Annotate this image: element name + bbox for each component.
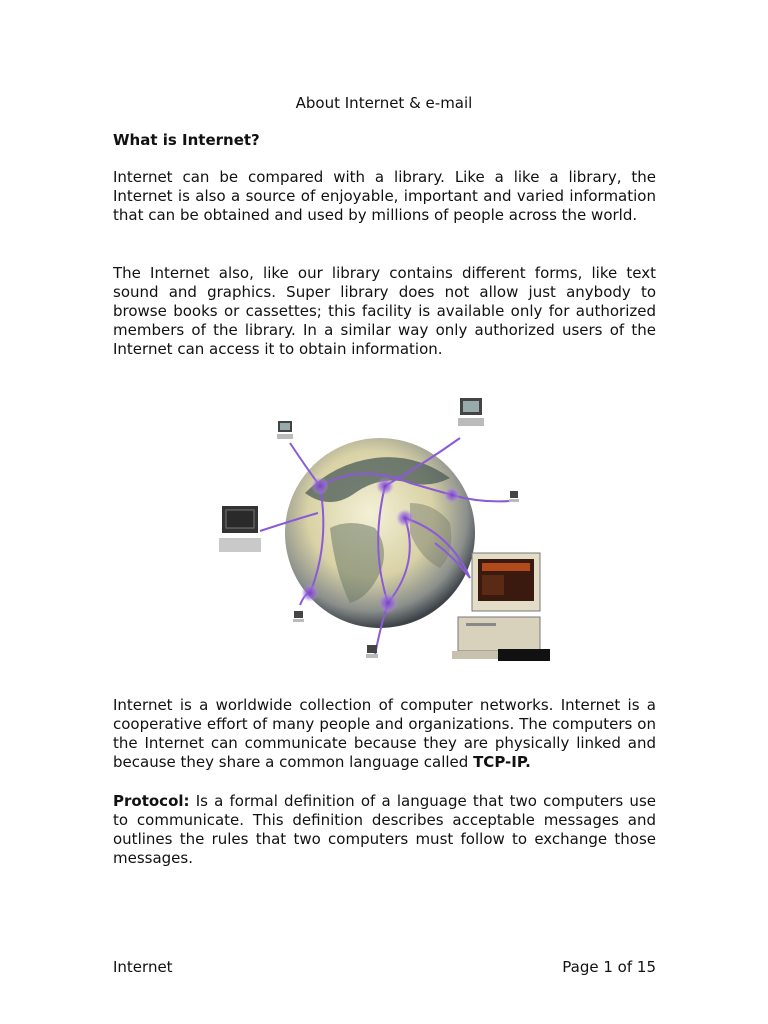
tcp-ip-term: TCP-IP. — [473, 753, 531, 771]
page-number: Page 1 of 15 — [562, 958, 656, 976]
computer-icon — [293, 611, 304, 622]
computer-icon — [366, 645, 378, 658]
computer-icon — [277, 421, 293, 439]
computer-icon — [219, 506, 261, 552]
protocol-label: Protocol: — [113, 792, 190, 810]
computer-icon — [509, 491, 519, 502]
document-title: About Internet & e-mail — [295, 94, 473, 112]
paragraph-protocol-definition — [113, 792, 656, 868]
footer-left-text: Internet — [113, 958, 173, 976]
computer-icon — [458, 398, 484, 426]
paragraph-authorized-access: The Internet also, like our library contains different forms, like text sound and graphics. Super library does not allow just anybody to browse books or cassettes; this facility is available only for authorized members of the library. In a similar way only authorized users of the Internet can access it to obtain information. — [113, 264, 656, 358]
protocol-text: Is a formal definition of a language that two computers use to communicate. This definition describes acceptable messages and outlines the rules that two computers must follow to exchange those messages. — [113, 792, 656, 867]
page-footer — [113, 958, 656, 976]
paragraph-internet-text: Internet is a worldwide collection of computer networks. Internet is a cooperative effort of many people and organizations. The computers on the Internet can communicate because they are physically linked and because they share a common language called — [113, 696, 656, 771]
internet-globe-illustration — [210, 383, 570, 673]
paragraph-library-comparison: Internet can be compared with a library. Like a like a library, the Internet is also a source of enjoyable, important and varied information that can be obtained and used by millions of people across the world. — [113, 168, 656, 224]
section-heading: What is Internet? — [113, 131, 260, 149]
paragraph-internet-definition — [113, 696, 656, 772]
